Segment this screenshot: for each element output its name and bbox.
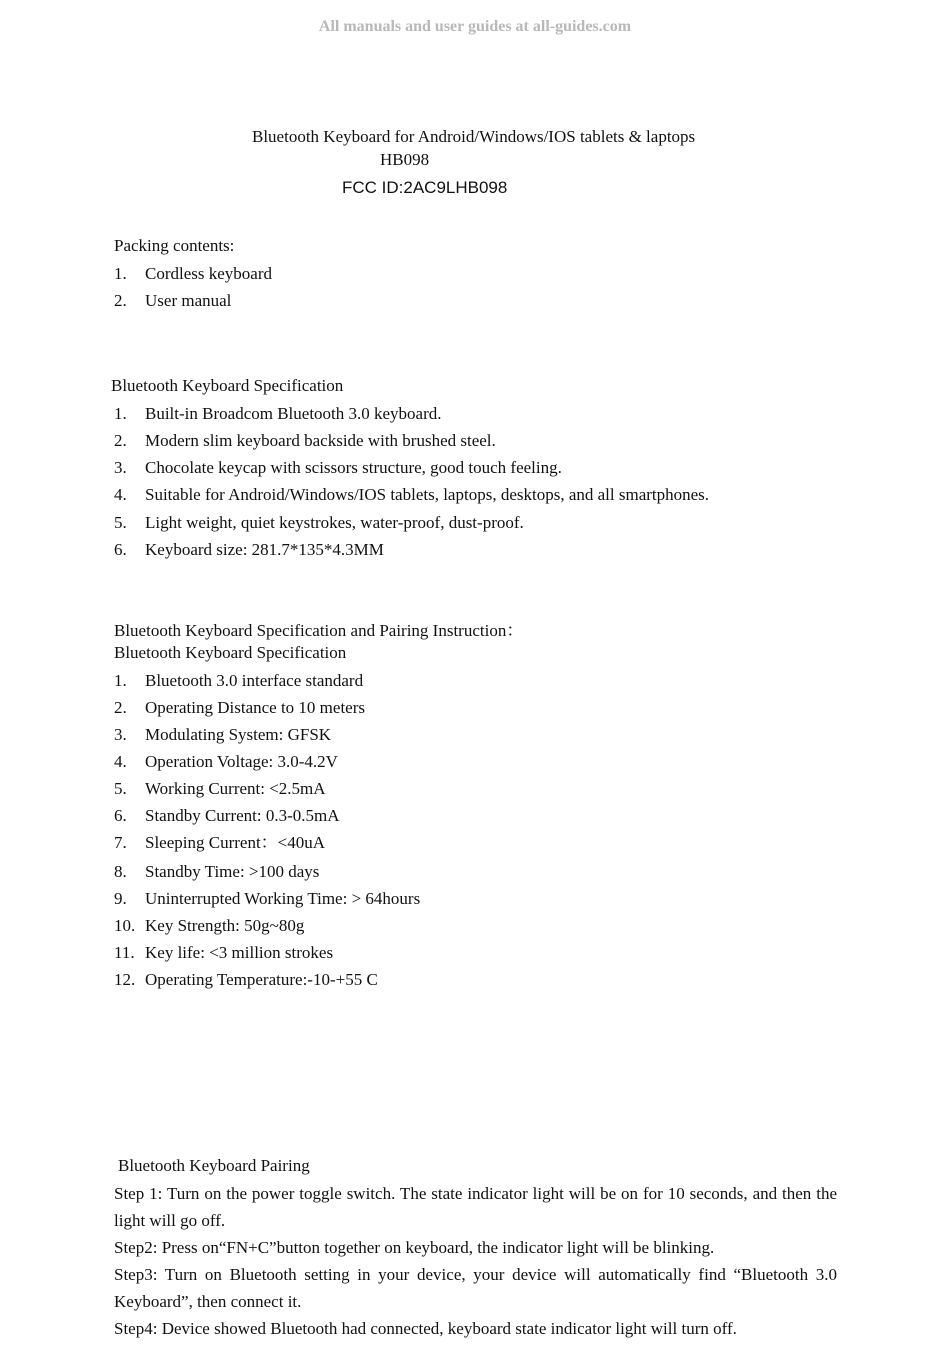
item-text: Key Strength: 50g~80g bbox=[145, 916, 305, 935]
item-text: Standby Current: 0.3-0.5mA bbox=[145, 806, 340, 825]
item-number: 5. bbox=[114, 779, 127, 798]
item-number: 2. bbox=[114, 431, 127, 450]
item-text: Cordless keyboard bbox=[145, 264, 273, 283]
item-text: Modulating System: GFSK bbox=[145, 725, 332, 744]
item-number: 7. bbox=[114, 833, 127, 852]
fcc-id: FCC ID:2AC9LHB098 bbox=[342, 178, 508, 197]
item-text: Bluetooth 3.0 interface standard bbox=[145, 671, 364, 690]
spec1-heading: Bluetooth Keyboard Specification bbox=[111, 376, 344, 395]
item-text: Built-in Broadcom Bluetooth 3.0 keyboard. bbox=[145, 404, 442, 423]
spec2-heading: Bluetooth Keyboard Specification and Pairing Instruction： bbox=[114, 621, 524, 640]
item-number: 3. bbox=[114, 725, 127, 744]
item-number: 1. bbox=[114, 671, 127, 690]
watermark-header: All manuals and user guides at all-guides.com bbox=[318, 18, 632, 35]
pairing-step-1: Step 1: Turn on the power toggle switch. The state indicator light will be on for 10 seconds, and then the light will go off. bbox=[114, 1184, 837, 1230]
item-number: 11. bbox=[114, 943, 135, 962]
item-text: Working Current: <2.5mA bbox=[145, 779, 326, 798]
pairing-heading: Bluetooth Keyboard Pairing bbox=[118, 1156, 310, 1175]
item-number: 1. bbox=[114, 264, 127, 283]
item-number: 1. bbox=[114, 404, 127, 423]
item-number: 12. bbox=[114, 970, 136, 989]
item-text: Keyboard size: 281.7*135*4.3MM bbox=[145, 540, 384, 559]
item-text: Uninterrupted Working Time: > 64hours bbox=[145, 889, 421, 908]
item-number: 4. bbox=[114, 752, 127, 771]
item-text: User manual bbox=[145, 291, 232, 310]
pairing-step-4: Step4: Device showed Bluetooth had connected, keyboard state indicator light will turn off. bbox=[114, 1319, 737, 1338]
model-number: HB098 bbox=[380, 150, 430, 169]
pairing-step-3: Step3: Turn on Bluetooth setting in your device, your device will automatically find “Bluetooth 3.0 Keyboard”, then connect it. bbox=[114, 1265, 837, 1311]
item-text: Chocolate keycap with scissors structure, good touch feeling. bbox=[145, 458, 562, 477]
item-text: Sleeping Current：<40uA bbox=[145, 833, 326, 852]
item-text: Operating Temperature:-10-+55 C bbox=[145, 970, 378, 989]
item-number: 9. bbox=[114, 889, 127, 908]
item-number: 2. bbox=[114, 698, 127, 717]
item-text: Operation Voltage: 3.0-4.2V bbox=[145, 752, 338, 771]
item-number: 6. bbox=[114, 540, 127, 559]
item-text: Modern slim keyboard backside with brushed steel. bbox=[145, 431, 496, 450]
item-text: Suitable for Android/Windows/IOS tablets, laptops, desktops, and all smartphones. bbox=[145, 485, 710, 504]
item-number: 4. bbox=[114, 485, 127, 504]
item-number: 3. bbox=[114, 458, 127, 477]
item-text: Key life: <3 million strokes bbox=[145, 943, 334, 962]
item-number: 8. bbox=[114, 862, 127, 881]
document-title: Bluetooth Keyboard for Android/Windows/IOS tablets & laptops bbox=[252, 127, 696, 146]
item-number: 6. bbox=[114, 806, 127, 825]
pairing-step-2: Step2: Press on“FN+C”button together on keyboard, the indicator light will be blinking. bbox=[114, 1238, 715, 1257]
item-text: Operating Distance to 10 meters bbox=[145, 698, 365, 717]
item-number: 2. bbox=[114, 291, 127, 310]
item-number: 5. bbox=[114, 513, 127, 532]
packing-heading: Packing contents: bbox=[114, 236, 235, 255]
item-text: Light weight, quiet keystrokes, water-proof, dust-proof. bbox=[145, 513, 524, 532]
spec2-subheading: Bluetooth Keyboard Specification bbox=[114, 643, 347, 662]
item-text: Standby Time: >100 days bbox=[145, 862, 320, 881]
item-number: 10. bbox=[114, 916, 136, 935]
